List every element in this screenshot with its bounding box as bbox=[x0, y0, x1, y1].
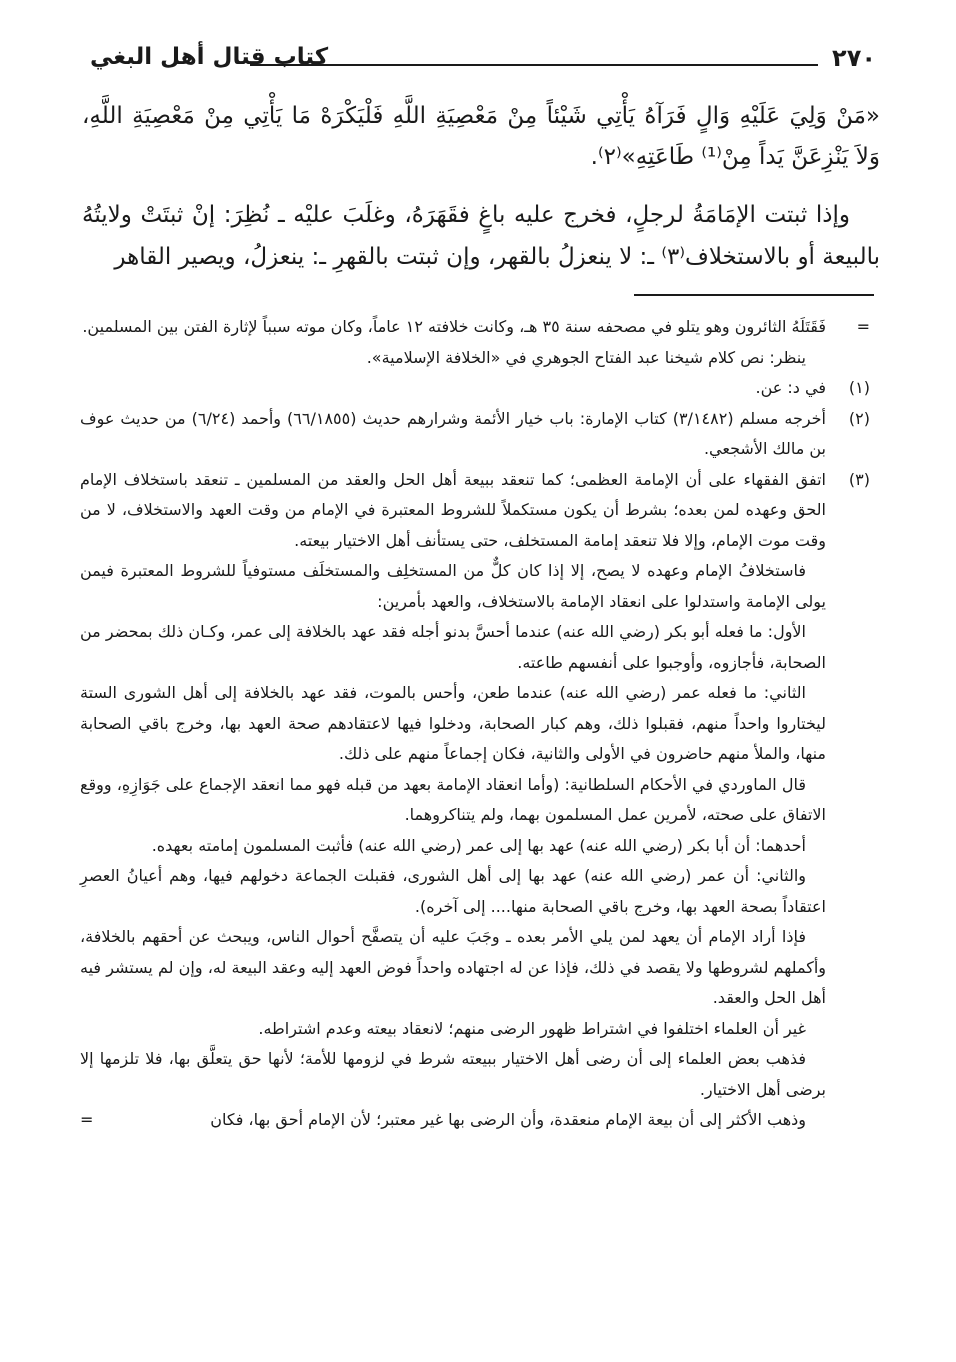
footnote-paragraph: والثاني: أن عمر (رضي الله عنه) عهد بها إلى أهل الشورى، فقبلت الجماعة دخولهم فيها، وهم أعيانُ العصرِ اعتقاداً بصحة العهد بها، وخرج باقي الصحابة منها.... إلى آخره). bbox=[80, 866, 826, 916]
footnote-1 bbox=[80, 373, 870, 404]
continues-mark: = bbox=[80, 1110, 94, 1129]
main-text bbox=[82, 96, 880, 278]
footnote-paragraph: فاستخلافُ الإمام وعهده لا يصح، إلا إذا كان كلٌّ من المستخلِف والمستخلَف مستوفياً للشروط المعتبرة فيمن يولى الإمامة واستدلوا على انعقاد الإمامة بالاستخلاف، والعهد بأمرين: bbox=[80, 561, 826, 611]
footnote-paragraph: أحدهما: أن أبا بكر (رضي الله عنه) عهد بها إلى عمر (رضي الله عنه) فأثبت المسلمون إمامته بعهده. bbox=[151, 835, 806, 855]
footnote-paragraph: فإذا أراد الإمام أن يعهد لمن يلي الأمر بعده ـ وجَبَ عليه أن يتصفَّح أحوال الناس، ويبحث عن أحقهم بالخلافة، وأكملهم لشروطها ولا يقصد في ذلك، فإذا عن له اجتهاده واحداً فوض العهد إليه وعقد البيعة له، وإن لم يستشر فيه أهل الحل والعقد. bbox=[80, 927, 826, 1007]
header-rule bbox=[250, 64, 818, 66]
footnote-number: (١) bbox=[848, 378, 870, 397]
footnotes bbox=[80, 312, 870, 1136]
footnote-number: (٣) bbox=[848, 469, 870, 489]
running-title: كتاب قتال أهل البغي bbox=[90, 44, 329, 70]
footnote-2 bbox=[80, 404, 870, 465]
footnote-text: اتفق الفقهاء على أن الإمامة العظمى؛ كما تنعقد ببيعة أهل الحل والعقد من المسلمين ـ تنعقد باستخلاف الإمام الحق وعهده لمن بعده؛ بشرط أن يكون مستكملاً للشروط المعتبرة في الإمام من وقت العهد والاستخلاف، لا من وقت موت الإمام، وإلا فلا تنعقد إمامة المستخلف، حتى يستأنف أهل الاختيار بيعته. bbox=[80, 469, 826, 550]
footnote-paragraph: الأول: ما فعله أبو بكر (رضي الله عنه) عندما أحسَّ بدنو أجله فقد عهد بالخلافة إلى عمر، وكـان ذلك بمحضر من الصحابة، فأجازوه، وأوجبوا على أنفسهم طاعته. bbox=[80, 622, 826, 672]
last-line-text: وذهب الأكثر إلى أن بيعة الإمام منعقدة، وأن الرضى بها غير معتبر؛ لأن الإمام أحق بها، فكان bbox=[210, 1110, 806, 1129]
page-number: ٢٧٠ bbox=[832, 44, 876, 72]
footnote-paragraph: غير أن العلماء اختلفوا في اشتراط ظهور الرضى منهم؛ لانعقاد بيعته وعدم اشتراطه. bbox=[258, 1018, 806, 1038]
footnote-paragraph: قال الماوردي في الأحكام السلطانية: (وأما انعقاد الإمامة بعهد من قبله فهو مما انعقد الإجماع على جَوَازِهِ، ووقع الاتفاق على صحته، لأمرين عمل المسلمون بهما، ولم يتناكروهما. bbox=[80, 774, 826, 824]
continuation-reference: ينظر: نص كلام شيخنا عبد الفتاح الجوهري في «الخلافة الإسلامية». bbox=[366, 347, 806, 367]
footnote-continuation bbox=[80, 312, 870, 343]
footnote-text: في د: عن. bbox=[755, 378, 826, 397]
continuation-mark: = bbox=[856, 317, 870, 336]
page-header bbox=[90, 44, 876, 84]
footnote-text: أخرجه مسلم (٣/١٤٨٢) كتاب الإمارة: باب خيار الأئمة وشرارهم حديث (٦٦/١٨٥٥) وأحمد (٦/٢٤) من حديث عوف بن مالك الأشجعي. bbox=[80, 408, 826, 458]
footnote-number: (٢) bbox=[848, 408, 870, 428]
continuation-text: فَقَتَلَهُ الثائرون وهو يتلو في مصحفه سنة ٣٥ هـ، وكانت خلافته ١٢ عاماً، وكان موته سبباً لإثارة الفتن بين المسلمين. bbox=[82, 317, 826, 336]
hadith-quote: «مَنْ وَلِيَ عَلَيْهِ وَالٍ فَرَآهُ يَأْتِي شَيْئاً مِنْ مَعْصِيَةِ اللَّهِ فَلْيَكْرَهْ مَا يَأْتِي مِنْ مَعْصِيَةِ اللَّهِ، وَلاَ يَنْزِعَنَّ يَداً مِنْ⁽¹⁾ طَاعَتِهِ»⁽٢⁾. bbox=[82, 103, 880, 170]
footnote-3 bbox=[80, 465, 870, 557]
footnote-paragraph: الثاني: ما فعله عمر (رضي الله عنه) عندما طعن، وأحس بالموت، فقد عهد بالخلافة إلى أهل الشورى الستة ليختاروا واحداً منهم، فقبلوا ذلك، وهم كبار الصحابة، ودخلوا فيها لاعتقادهم صحة العهد بها، وخرج باقي الصحابة منها، والملأ منهم حاضرون في الأولى والثانية، فكان إجماعاً منهم على ذلك. bbox=[80, 683, 826, 763]
body-paragraph: وإذا ثبتت الإمَامَةُ لرجلٍ، فخرج عليه باغٍ فقَهَرَهُ، وغلَبَ عليْه ـ نُظِرَ: إنْ ثبتَتْ ولايتُهُ بالبيعة أو بالاستخلاف⁽٣⁾ ـ: لا ينعزلُ بالقهر، وإن ثبتت بالقهرِ ـ: ينعزلُ، ويصير القاهر bbox=[82, 202, 880, 270]
footnote-last-line bbox=[80, 1105, 870, 1136]
footnote-paragraph: فذهب بعض العلماء إلى أن رضى أهل الاختيار ببيعته شرط في لزومها للأمة؛ لأنها حق يتعلَّق بها، فلا تلزمها إلا برضى أهل الاختيار. bbox=[80, 1049, 826, 1099]
footnote-separator bbox=[634, 294, 874, 296]
